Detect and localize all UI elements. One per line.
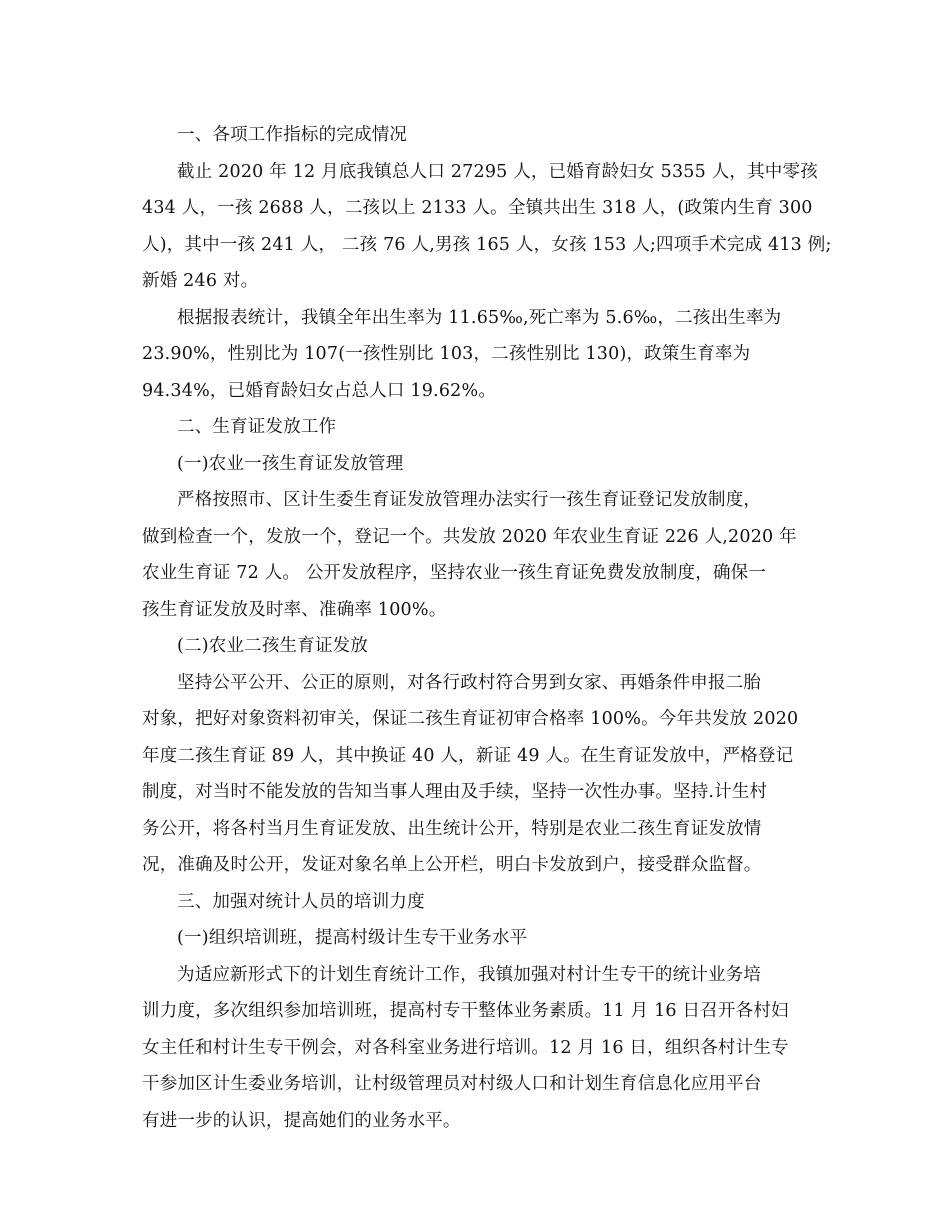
document-page bbox=[142, 117, 832, 1139]
text-line: (二)农业二孩生育证发放 bbox=[177, 636, 369, 656]
text-line: 三、加强对统计人员的培训力度 bbox=[177, 891, 425, 912]
text-line: 对象，把好对象资料初审关，保证二孩生育证初审合格率 100%。今年共发放 2020 bbox=[142, 709, 799, 729]
text-line: 孩生育证发放及时率、准确率 100%。 bbox=[142, 599, 447, 620]
text-line: 训力度，多次组织参加培训班，提高村专干整体业务素质。11 月 16 日召开各村妇 bbox=[142, 1001, 789, 1021]
text-line: (一)组织培训班，提高村级计生专干业务水平 bbox=[177, 928, 528, 948]
text-line: 有进一步的认识，提高她们的业务水平。 bbox=[142, 1110, 461, 1131]
text-line: 新婚 246 对。 bbox=[142, 271, 259, 291]
text-line: 况，准确及时公开，发证对象名单上公开栏，明白卡发放到户，接受群众监督。 bbox=[142, 855, 762, 875]
text-line: 23.90%，性别比为 107(一孩性别比 103，二孩性别比 130)，政策生育率为 bbox=[142, 344, 751, 364]
text-line: 务公开，将各村当月生育证发放、出生统计公开，特别是农业二孩生育证发放情 bbox=[142, 818, 762, 839]
text-line: 根据报表统计，我镇全年出生率为 11.65‰,死亡率为 5.6‰，二孩出生率为 bbox=[177, 307, 782, 328]
text-line: 为适应新形式下的计划生育统计工作，我镇加强对村计生专干的统计业务培 bbox=[177, 964, 762, 985]
text-line: 434 人，一孩 2688 人，二孩以上 2133 人。全镇共出生 318 人，(政策内生育 300 bbox=[142, 198, 813, 218]
text-line: 截止 2020 年 12 月底我镇总人口 27295 人，已婚育龄妇女 5355 人，其中零孩 bbox=[177, 161, 818, 182]
text-line: 做到检查一个，发放一个，登记一个。共发放 2020 年农业生育证 226 人,2020 年 bbox=[142, 526, 797, 547]
text-line: (一)农业一孩生育证发放管理 bbox=[177, 453, 404, 474]
text-line: 二、生育证发放工作 bbox=[177, 417, 337, 437]
text-line: 干参加区计生委业务培训，让村级管理员对村级人口和计划生育信息化应用平台 bbox=[142, 1074, 762, 1094]
text-line: 人)，其中一孩 241 人， 二孩 76 人,男孩 165 人，女孩 153 人;四项手术完成 413 例; bbox=[142, 234, 832, 255]
text-line: 女主任和村计生专干例会，对各科室业务进行培训。12 月 16 日，组织各村计生专 bbox=[142, 1037, 789, 1058]
text-line: 94.34%，已婚育龄妇女占总人口 19.62%。 bbox=[142, 380, 497, 401]
text-line: 一、各项工作指标的完成情况 bbox=[177, 125, 408, 145]
text-line: 制度，对当时不能发放的告知当事人理由及手续，坚持一次性办事。坚持.计生村 bbox=[142, 782, 768, 802]
text-line: 严格按照市、区计生委生育证发放管理办法实行一孩生育证登记发放制度， bbox=[177, 490, 762, 510]
text-line: 坚持公平公开、公正的原则，对各行政村符合男到女家、再婚条件申报二胎 bbox=[177, 672, 762, 693]
text-line: 农业生育证 72 人。 公开发放程序，坚持农业一孩生育证免费发放制度，确保一 bbox=[142, 563, 767, 583]
text-line: 年度二孩生育证 89 人，其中换证 40 人，新证 49 人。在生育证发放中，严格登记 bbox=[142, 745, 794, 766]
